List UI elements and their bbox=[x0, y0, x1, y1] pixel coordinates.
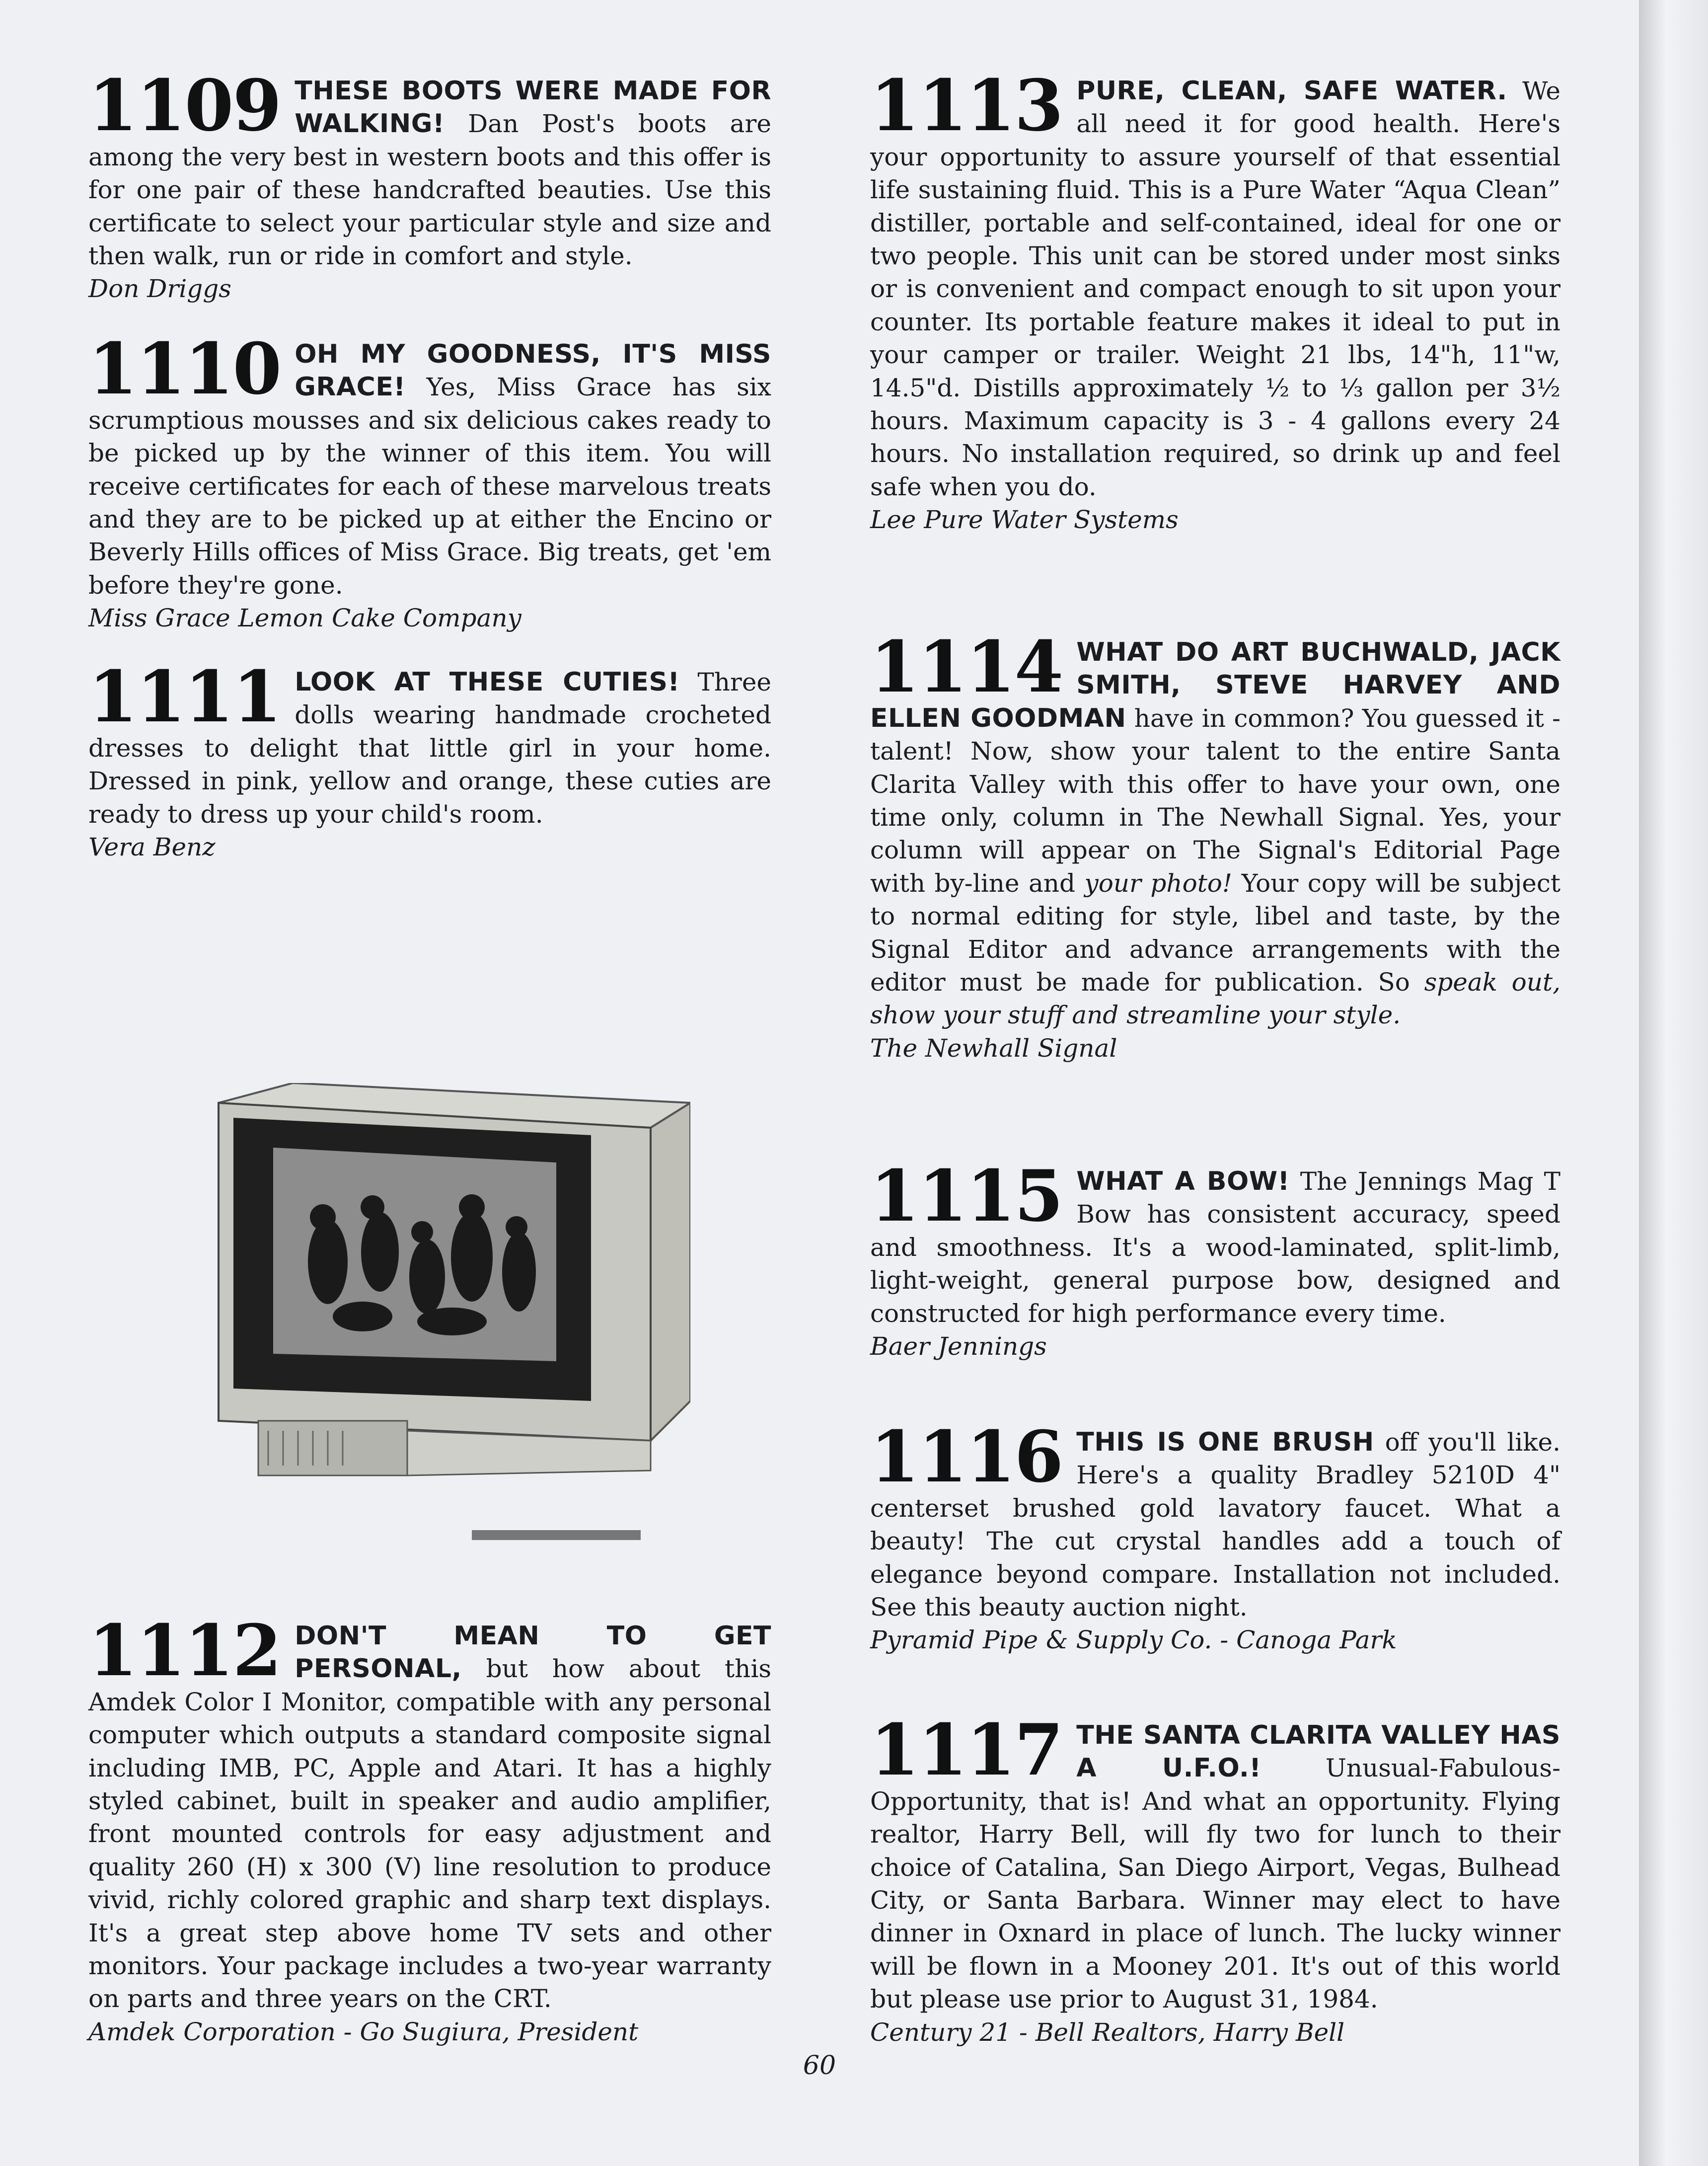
item-description: Dan Post's boots are among the very best in western boots and this offer is for one pair of these handcrafted beauties. Use this certificate to select your particular style and size and then walk, run or ride in comfort and style. bbox=[88, 109, 771, 271]
item-number: 1113 bbox=[870, 65, 1063, 147]
auction-item-1116 bbox=[870, 1416, 1560, 1657]
item-heading: THIS IS ONE BRUSH bbox=[1076, 1427, 1374, 1457]
item-description: We all need it for good health. Here's your opportunity to assure yourself of that essential life sustaining fluid. This is a Pure Water “Aqua Clean” distiller, portable and self-contained, ideal for one or two people. This unit can be stored under most sinks or is convenient and compact enough to sit upon your counter. Its portable feature makes it ideal to put in your camper or trailer. Weight 21 lbs, 14"h, 11"w, 14.5"d. Distills approximately ½ to ⅓ gallon per 3½ hours. Maximum capacity is 3 - 4 gallons every 24 hours. No installation required, so drink up and feel safe when you do. bbox=[870, 77, 1560, 501]
item-description: Unusual-Fabulous-Opportunity, that is! And what an opportunity. Flying realtor, Harry Bell, will fly two for lunch to their choice of Catalina, San Diego Airport, Vegas, Bulhead City, or Santa Barbara. Winner may elect to have dinner in Oxnard in place of lunch. The lucky winner will be flown in a Mooney 201. It's out of this world but please use prior to August 31, 1984. bbox=[870, 1754, 1560, 2014]
item-heading: WHAT DO ART BUCHWALD, JACK SMITH, STEVE HARVEY AND ELLEN GOODMAN bbox=[870, 637, 1560, 733]
item-donor: The Newhall Signal bbox=[870, 1033, 1117, 1063]
auction-item-1113 bbox=[870, 65, 1560, 537]
item-number: 1109 bbox=[88, 65, 281, 147]
item-description: have in common? You guessed it - talent! Now, show your talent to the entire Santa Clarita Valley with this offer to have your own, one time only, column in The Newhall Signal. Yes, your column will appear on The Signal's Editorial Page with by-line and bbox=[870, 703, 1561, 898]
item-donor: Baer Jennings bbox=[870, 1332, 1047, 1361]
item-description: Yes, Miss Grace has six scrumptious mousses and six delicious cakes ready to be picked up by the winner of this item. You will receive certificates for each of these marvelous treats and they are to be picked up at either the Encino or Beverly Hills offices of Miss Grace. Big treats, get 'em before they're gone. bbox=[88, 373, 771, 600]
item-donor: Pyramid Pipe & Supply Co. - Canoga Park bbox=[870, 1625, 1397, 1655]
auction-item-1114 bbox=[870, 626, 1561, 1065]
auction-item-1110 bbox=[88, 328, 771, 635]
item-description: The Jennings Mag T Bow has consistent accuracy, speed and smoothness. It's a wood-laminated, split-limb, light-weight, general purpose bow, designed and constructed for high performance every time. bbox=[870, 1167, 1560, 1328]
item-number: 1111 bbox=[88, 656, 281, 738]
item-description: but how about this Amdek Color I Monitor, compatible with any personal computer which outputs a standard composite signal including IMB, PC, Apple and Atari. It has a highly styled cabinet, built in speaker and audio amplifier, front mounted controls for easy adjustment and quality 260 (H) x 300 (V) line resolution to produce vivid, richly colored graphic and sharp text displays. It's a great step above home TV sets and other monitors. Your package includes a two-year warranty on parts and three years on the CRT. bbox=[88, 1654, 771, 2013]
item-donor: Miss Grace Lemon Cake Company bbox=[88, 604, 521, 633]
item-heading: OH MY GOODNESS, IT'S MISS GRACE! bbox=[295, 339, 771, 402]
item-heading: WHAT A BOW! bbox=[1076, 1166, 1290, 1196]
item-description: Three dolls wearing handmade crocheted dresses to delight that little girl in your home. Dressed in pink, yellow and orange, these cuties are ready to dress up your child's room. bbox=[88, 668, 771, 829]
item-heading: DON'T MEAN TO GET PERSONAL, bbox=[295, 1621, 771, 1684]
auction-item-1117 bbox=[870, 1709, 1560, 2049]
item-number: 1117 bbox=[870, 1709, 1063, 1791]
item-donor: Century 21 - Bell Realtors, Harry Bell bbox=[870, 2017, 1345, 2047]
item-number: 1116 bbox=[870, 1416, 1063, 1498]
item-heading: LOOK AT THESE CUTIES! bbox=[295, 667, 680, 697]
item-number: 1112 bbox=[88, 1610, 281, 1692]
item-number: 1110 bbox=[88, 328, 281, 410]
item-emphasis: speak out, show your stuff and streamline your style. bbox=[870, 968, 1560, 1030]
item-heading: THESE BOOTS WERE MADE FOR WALKING! bbox=[295, 76, 771, 139]
item-number: 1115 bbox=[870, 1155, 1063, 1238]
item-donor: Vera Benz bbox=[88, 833, 216, 862]
item-heading: THE SANTA CLARITA VALLEY HAS A U.F.O.! bbox=[1076, 1720, 1560, 1783]
item-description: off you'll like. Here's a quality Bradley 5210D 4" centerset brushed gold lavatory faucet. What a beauty! The cut crystal handles add a touch of elegance beyond compare. Installation not included. See this beauty auction night. bbox=[870, 1428, 1560, 1622]
auction-item-1112 bbox=[88, 1610, 771, 2048]
item-number: 1114 bbox=[870, 626, 1063, 708]
item-description-cont: Your copy will be subject to normal editing for style, libel and taste, by the Signal Editor and advance arrangements with the editor must be made for publication. So bbox=[870, 868, 1560, 997]
item-donor: Don Driggs bbox=[88, 274, 231, 304]
color-monitor-photo bbox=[214, 1083, 690, 1560]
auction-item-1111 bbox=[88, 656, 771, 863]
item-donor: Lee Pure Water Systems bbox=[870, 505, 1179, 535]
item-emphasis: your photo! bbox=[1084, 868, 1232, 898]
page-number: 60 bbox=[803, 2051, 836, 2081]
auction-item-1109 bbox=[88, 65, 771, 306]
item-donor: Amdek Corporation - Go Sugiura, President bbox=[88, 2017, 639, 2046]
page-edge bbox=[1639, 0, 1708, 2166]
item-heading: PURE, CLEAN, SAFE WATER. bbox=[1076, 76, 1507, 106]
auction-item-1115 bbox=[870, 1155, 1560, 1363]
